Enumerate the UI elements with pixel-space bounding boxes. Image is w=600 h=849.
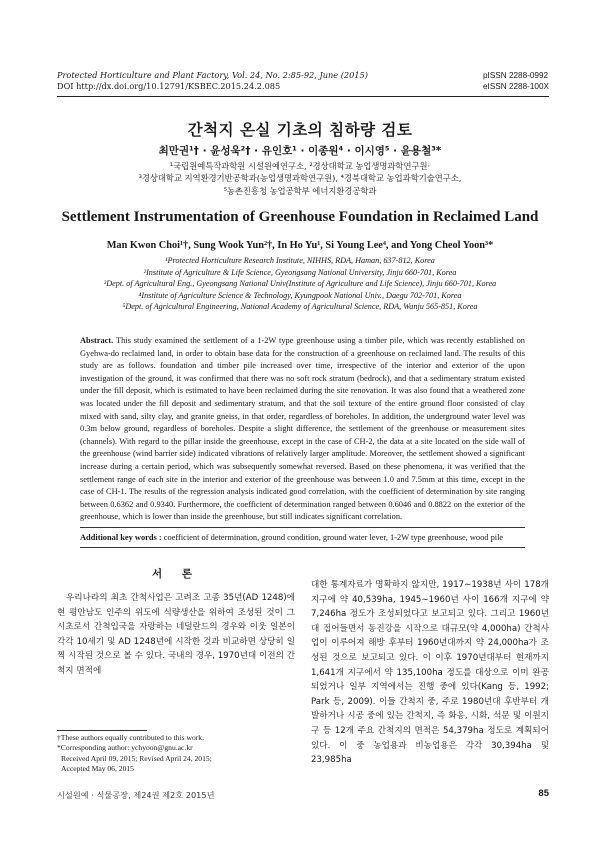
english-authors: Man Kwon Choi¹†, Sung Wook Yun²†, In Ho Yu¹, Si Young Lee⁴, and Yong Cheol Yoon³* [106, 240, 494, 251]
footnote-corresponding-author: *Corresponding author: ychyoon@gnu.ac.kr [57, 743, 193, 753]
keywords-text: coefficient of determination, ground condition, ground water lever, 1-2W type greenhouse, wood pile [163, 533, 504, 542]
doi-link[interactable]: DOI http://dx.doi.org/10.12791/KSBEC.2015.24.2.085 [57, 81, 281, 91]
intro-left-column: 우리나라의 최초 간척사업은 고려조 고종 35년(AD 1248)에 현 평안남도 인주의 위도에 식량생산을 위하여 조성된 것이 그 시초로서 간척입국을 자랑하는 네덜란드의 경우와 이웃 일본이 각각 10세기 및 AD 1248년에 시작한 것과 비교하면 상당히 일찍 시작된 것으로 볼 수 있다. 국내의 경우, 1970년대 이전의 간척지 면적에 [57, 593, 295, 676]
keywords-label: Additional key words : [80, 533, 162, 542]
english-affiliation-line: ⁴Institute of Agriculture Science & Technology, Kyungpook National Univ., Daegu 702-701, Korea [138, 290, 462, 300]
issn-block [483, 70, 549, 92]
english-affiliation-line: ⁵Dept. of Agricultural Engineering, National Academy of Agricultural Science, RDA, Wanju 565-851, Korea [122, 302, 478, 312]
keywords-rule-bottom [80, 547, 525, 548]
korean-affiliations [0, 160, 600, 197]
intro-right-column: 대한 통계자료가 명확하지 않지만, 1917∼1938년 사이 178개 지구에 약 40,539ha, 1945∼1960년 사이 166개 지구에 약 7,246ha 정도가 조성되었다고 보고되고 있다. 그리고 1960년대 접어들면서 동진강을 시작으로 대규모(약 4,000ha) 간척사업이 이루어져 해방 후부터 1960년대까지 약 24,000ha가 조성된 것으로 보고되고 있다. 이 이후 1970년대부터 현재까지 1,641개 지구에서 약 135,100ha 정도를 대상으로 이미 완공되었거나 일부 지역에서는 진행 중에 있다(Kang 등, 1992; Park 등, 2009). 이들 간척지 중, 주로 1980년대 후반부터 개발하거나 시공 중에 있는 간척지, 즉 화옹, 시화, 석문 및 이원지구 등 12개 주요 간척지의 면적은 54,379ha 정도로 계획되어 있다. 이 중 농업용과 비농업용은 각각 30,394ha 및 23,985ha [311, 580, 549, 766]
korean-affiliation-line: ⁵농촌진흥청 농업공학부 에너지환경공학과 [223, 185, 377, 196]
abstract [80, 335, 525, 524]
english-affiliation-line: ³Dept. of Agricultural Eng., Gyeongsang National Univ(Institute of Agriculture and Life Science), Jinju 660-701, Korea [103, 279, 497, 289]
footnote-accepted: Accepted May 06, 2015 [61, 764, 134, 774]
korean-title: 간척지 온실 기초의 침하량 검토 [187, 121, 413, 139]
footnote-rule [57, 730, 147, 731]
footer-journal: 시설원예 · 식물공장, 제24권 제2호 2015년 [57, 790, 215, 800]
english-title: Settlement Instrumentation of Greenhouse Foundation in Reclaimed Land [61, 209, 539, 225]
english-affiliations [0, 255, 600, 313]
english-affiliation-line: ²Institute of Agriculture & Life Science, Gyeongsang National University, Jinju 660-701, Korea [143, 267, 457, 277]
english-affiliation-line: ¹Protected Horticulture Research Institute, NIHHS, RDA, Haman, 637-812, Korea [165, 256, 435, 265]
footnote-received: Received April 09, 2015; Revised April 24, 2015; [61, 753, 212, 763]
eissn: eISSN 2288-100X [483, 82, 549, 91]
journal-citation: Protected Horticulture and Plant Factory, Vol. 24, No. 2:85-92, June (2015) [57, 70, 368, 80]
korean-authors: 최만권¹† · 윤성욱²† · 유인호¹ · 이종원⁴ · 이시영⁵ · 윤용철³* [158, 145, 442, 157]
korean-affiliation-line: ¹국립원예특작과학원 시설원예연구소, ²경상대학교 농업생명과학연구원· [169, 161, 431, 171]
page-number: 85 [538, 788, 549, 799]
pissn: pISSN 2288-0992 [483, 71, 549, 80]
footnotes [57, 733, 295, 775]
section-title-intro: 서 론 [152, 568, 200, 580]
footnote-equal-contribution: †These authors equally contributed to this work. [57, 733, 204, 742]
korean-affiliation-line: ³경상대학교 지역환경기반공학과(농업생명과학연구원), ⁴경북대학교 농업과학기술연구소, [138, 173, 462, 184]
keywords-rule-top [80, 527, 525, 528]
header-rule [57, 96, 549, 97]
abstract-text: This study examined the settlement of a 1-2W type greenhouse using a timber pile, which was recently established on Gyehwa-do reclaimed land, in order to obtain base data for the construction of a greenhouse on reclaimed land. The results of this study are as follows. foundation and timber pile increased over time, irrespective of the interior and exterior of the upon investigation of the ground, it was confirmed that there was no soft rock stratum (bedrock), and that a sedimentary stratum existed under the fill deposit, which is estimated to have been reclaimed during the site renovation. It was also found that a weathered zone was located under the fill deposit and sedimentary stratum, and that the soil texture of the entire ground floor consisted of clay mixed with sand, silty clay, and granite gneiss, in that order, regardless of boreholes. In addition, the underground water level was 0.3m below ground, regardless of boreholes. Despite a slight difference, the settlement of the greenhouse or measurement sites (channels). With regard to the pillar inside the greenhouse, except in the case of CH-2, the data at a site located on the side wall of the greenhouse (wind barrier side) indicated vibrations of relatively larger amplitude. Moreover, the settlement showed a significant increase during a certain period, which was subsequently somewhat reversed. Based on these phenomena, it was verified that the settlement range of each site in the interior and exterior of the greenhouse was between 1.0 and 7.5mm at this time, except in the case of CH-1. The results of the regression analysis indicated good correlation, with the coefficient of determination by site ranging between 0.6362 and 0.9340. Furthermore, the coefficient of determination ranged between 0.6046 and 0.8822 on the exterior of the greenhouse, which is lower than inside the greenhouse, but still indicates significant correlation. [80, 336, 525, 522]
keywords [80, 532, 525, 544]
abstract-label: Abstract. [80, 336, 114, 345]
journal-header [57, 70, 368, 92]
